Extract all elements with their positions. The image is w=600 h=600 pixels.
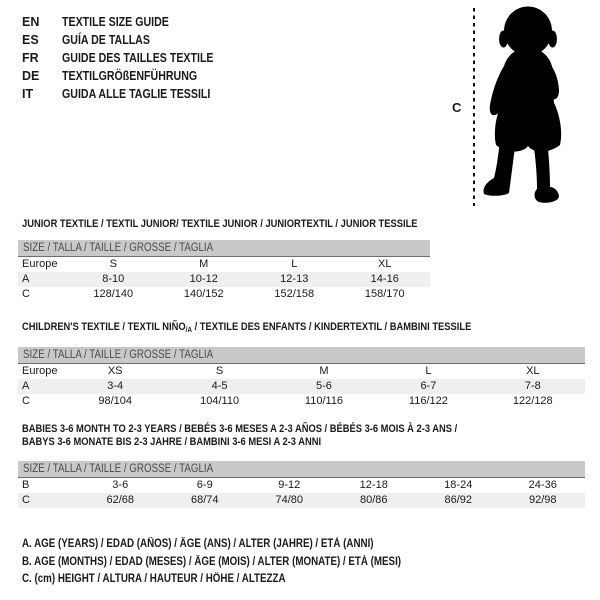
table-row bbox=[18, 394, 585, 409]
table-cell: S bbox=[215, 365, 224, 377]
lang-code: IT bbox=[22, 87, 34, 101]
table-row bbox=[18, 478, 585, 493]
table-cell: 152/158 bbox=[274, 288, 315, 300]
lang-code: EN bbox=[22, 15, 40, 29]
lang-label: GUIDA ALLE TAGLIE TESSILI bbox=[62, 87, 211, 101]
row-label: A bbox=[22, 273, 30, 285]
junior-table-title-text: JUNIOR TEXTILE / TEXTIL JUNIOR/ TEXTILE JUNIOR / JUNIORTEXTIL / JUNIOR TESSILE bbox=[22, 218, 418, 230]
size-header-text: SIZE / TALLA / TAILLE / GRÖSSE / TAGLIA bbox=[23, 242, 214, 254]
table-cell: 5-6 bbox=[316, 380, 332, 392]
height-measure-label: C bbox=[452, 100, 462, 115]
lang-row-fr bbox=[22, 49, 240, 67]
table-cell: 4-5 bbox=[211, 380, 228, 392]
footnote-b bbox=[22, 554, 468, 572]
table-cell: 3-4 bbox=[107, 380, 124, 392]
table-cell: 74/80 bbox=[275, 494, 304, 506]
table-cell: 12-13 bbox=[280, 273, 309, 285]
table-cell: 116/122 bbox=[408, 395, 448, 407]
lang-label: TEXTILE SIZE GUIDE bbox=[62, 15, 169, 29]
table-cell: 9-12 bbox=[278, 479, 301, 491]
table-cell: 14-16 bbox=[370, 273, 399, 285]
lang-code: FR bbox=[22, 51, 39, 65]
footnote-a-text: A. AGE (YEARS) / EDAD (AÑOS) / ÂGE (ANS) / ALTER (JAHRE) / ETÀ (ANNI) bbox=[22, 538, 374, 550]
table-row bbox=[18, 287, 430, 302]
table-row bbox=[18, 379, 585, 394]
size-header-text: SIZE / TALLA / TAILLE / GRÖSSE / TAGLIA bbox=[23, 349, 214, 361]
table-row bbox=[18, 257, 430, 272]
children-table-title bbox=[22, 321, 551, 334]
row-label: C bbox=[22, 494, 30, 506]
table-cell: 8-10 bbox=[102, 273, 125, 285]
babies-title-line2: BABYS 3-6 MONATE BIS 2-3 JAHRE / BAMBINI 3-6 MESI A 2-3 ANNI bbox=[22, 436, 322, 448]
row-label: B bbox=[22, 479, 30, 491]
lang-code: ES bbox=[22, 33, 39, 47]
lang-label: TEXTILGRÖßENFÜHRUNG bbox=[62, 69, 198, 83]
size-header-bar bbox=[18, 240, 430, 257]
table-cell: 80/86 bbox=[359, 494, 388, 506]
lang-row-it bbox=[22, 85, 240, 103]
table-row bbox=[18, 272, 430, 287]
size-header-text: SIZE / TALLA / TAILLE / GRÖSSE / TAGLIA bbox=[23, 463, 214, 475]
height-measure-line bbox=[473, 8, 475, 206]
table-cell: 92/98 bbox=[528, 494, 557, 506]
title-sub: /A bbox=[185, 325, 192, 334]
lang-row-de bbox=[22, 67, 240, 85]
row-label: A bbox=[22, 380, 30, 392]
table-cell: 68/74 bbox=[190, 494, 219, 506]
table-cell: 98/104 bbox=[98, 395, 133, 407]
table-cell: L bbox=[291, 258, 298, 270]
footnote-a bbox=[22, 536, 468, 554]
junior-table bbox=[18, 240, 430, 302]
table-cell: 140/152 bbox=[183, 288, 224, 300]
table-cell: XS bbox=[107, 365, 123, 377]
table-cell: 3-6 bbox=[112, 479, 129, 491]
table-cell: 122/128 bbox=[512, 395, 553, 407]
footnotes bbox=[22, 536, 468, 589]
table-cell: 18-24 bbox=[444, 479, 473, 491]
row-label: C bbox=[22, 288, 30, 300]
table-cell: 6-7 bbox=[420, 380, 437, 392]
title-post: / TEXTILE DES ENFANTS / KINDERTEXTIL / BAMBINI TESSILE bbox=[191, 321, 472, 333]
babies-table-title bbox=[22, 423, 534, 449]
table-cell: M bbox=[199, 258, 209, 270]
lang-row-es bbox=[22, 31, 240, 49]
language-title-block bbox=[22, 13, 240, 103]
size-header-bar bbox=[18, 461, 585, 478]
lang-code: DE bbox=[22, 69, 40, 83]
lang-label: GUIDE DES TAILLES TEXTILE bbox=[62, 51, 214, 65]
table-row bbox=[18, 364, 585, 379]
table-cell: 10-12 bbox=[189, 273, 218, 285]
lang-row-en bbox=[22, 13, 240, 31]
table-cell: XL bbox=[378, 258, 392, 270]
footnote-b-text: B. AGE (MONTHS) / EDAD (MESES) / ÂGE (MOIS) / ALTER (MONATE) / ETÀ (MESI) bbox=[22, 555, 402, 568]
table-cell: 110/116 bbox=[304, 395, 344, 407]
row-label: Europe bbox=[22, 258, 58, 270]
children-table-title-text bbox=[22, 321, 471, 334]
table-cell: 24-36 bbox=[528, 479, 557, 491]
footnote-c-text: C. (cm) HEIGHT / ALTURA / HAUTEUR / HÖHE / ALTEZZA bbox=[22, 573, 286, 585]
babies-title-line1: BABIES 3-6 MONTH TO 2-3 YEARS / BEBÉS 3-6 MESES A 2-3 AÑOS / BÉBÉS 3-6 MOIS À 2-3 ANS / bbox=[22, 423, 458, 435]
table-cell: 7-8 bbox=[524, 380, 541, 392]
table-cell: XL bbox=[526, 365, 540, 377]
row-label: C bbox=[22, 395, 30, 407]
table-cell: 128/140 bbox=[93, 288, 134, 300]
table-cell: 158/170 bbox=[364, 288, 405, 300]
table-cell: 104/110 bbox=[200, 395, 240, 407]
table-cell: 12-18 bbox=[359, 479, 388, 491]
table-cell: 86/92 bbox=[444, 494, 473, 506]
children-table bbox=[18, 347, 585, 409]
babies-table bbox=[18, 461, 585, 508]
table-cell: L bbox=[425, 365, 432, 377]
toddler-silhouette-icon bbox=[481, 6, 577, 210]
junior-table-title bbox=[22, 218, 487, 231]
lang-label: GUÍA DE TALLAS bbox=[62, 33, 150, 47]
row-label: Europe bbox=[22, 365, 58, 377]
table-cell: 6-9 bbox=[196, 479, 213, 491]
footnote-c bbox=[22, 571, 468, 589]
size-header-bar bbox=[18, 347, 585, 364]
table-cell: 62/68 bbox=[106, 494, 135, 506]
table-row bbox=[18, 493, 585, 508]
title-pre: CHILDREN'S TEXTILE / TEXTIL NIÑO bbox=[22, 321, 186, 333]
table-cell: S bbox=[109, 258, 117, 270]
table-cell: M bbox=[319, 365, 329, 377]
